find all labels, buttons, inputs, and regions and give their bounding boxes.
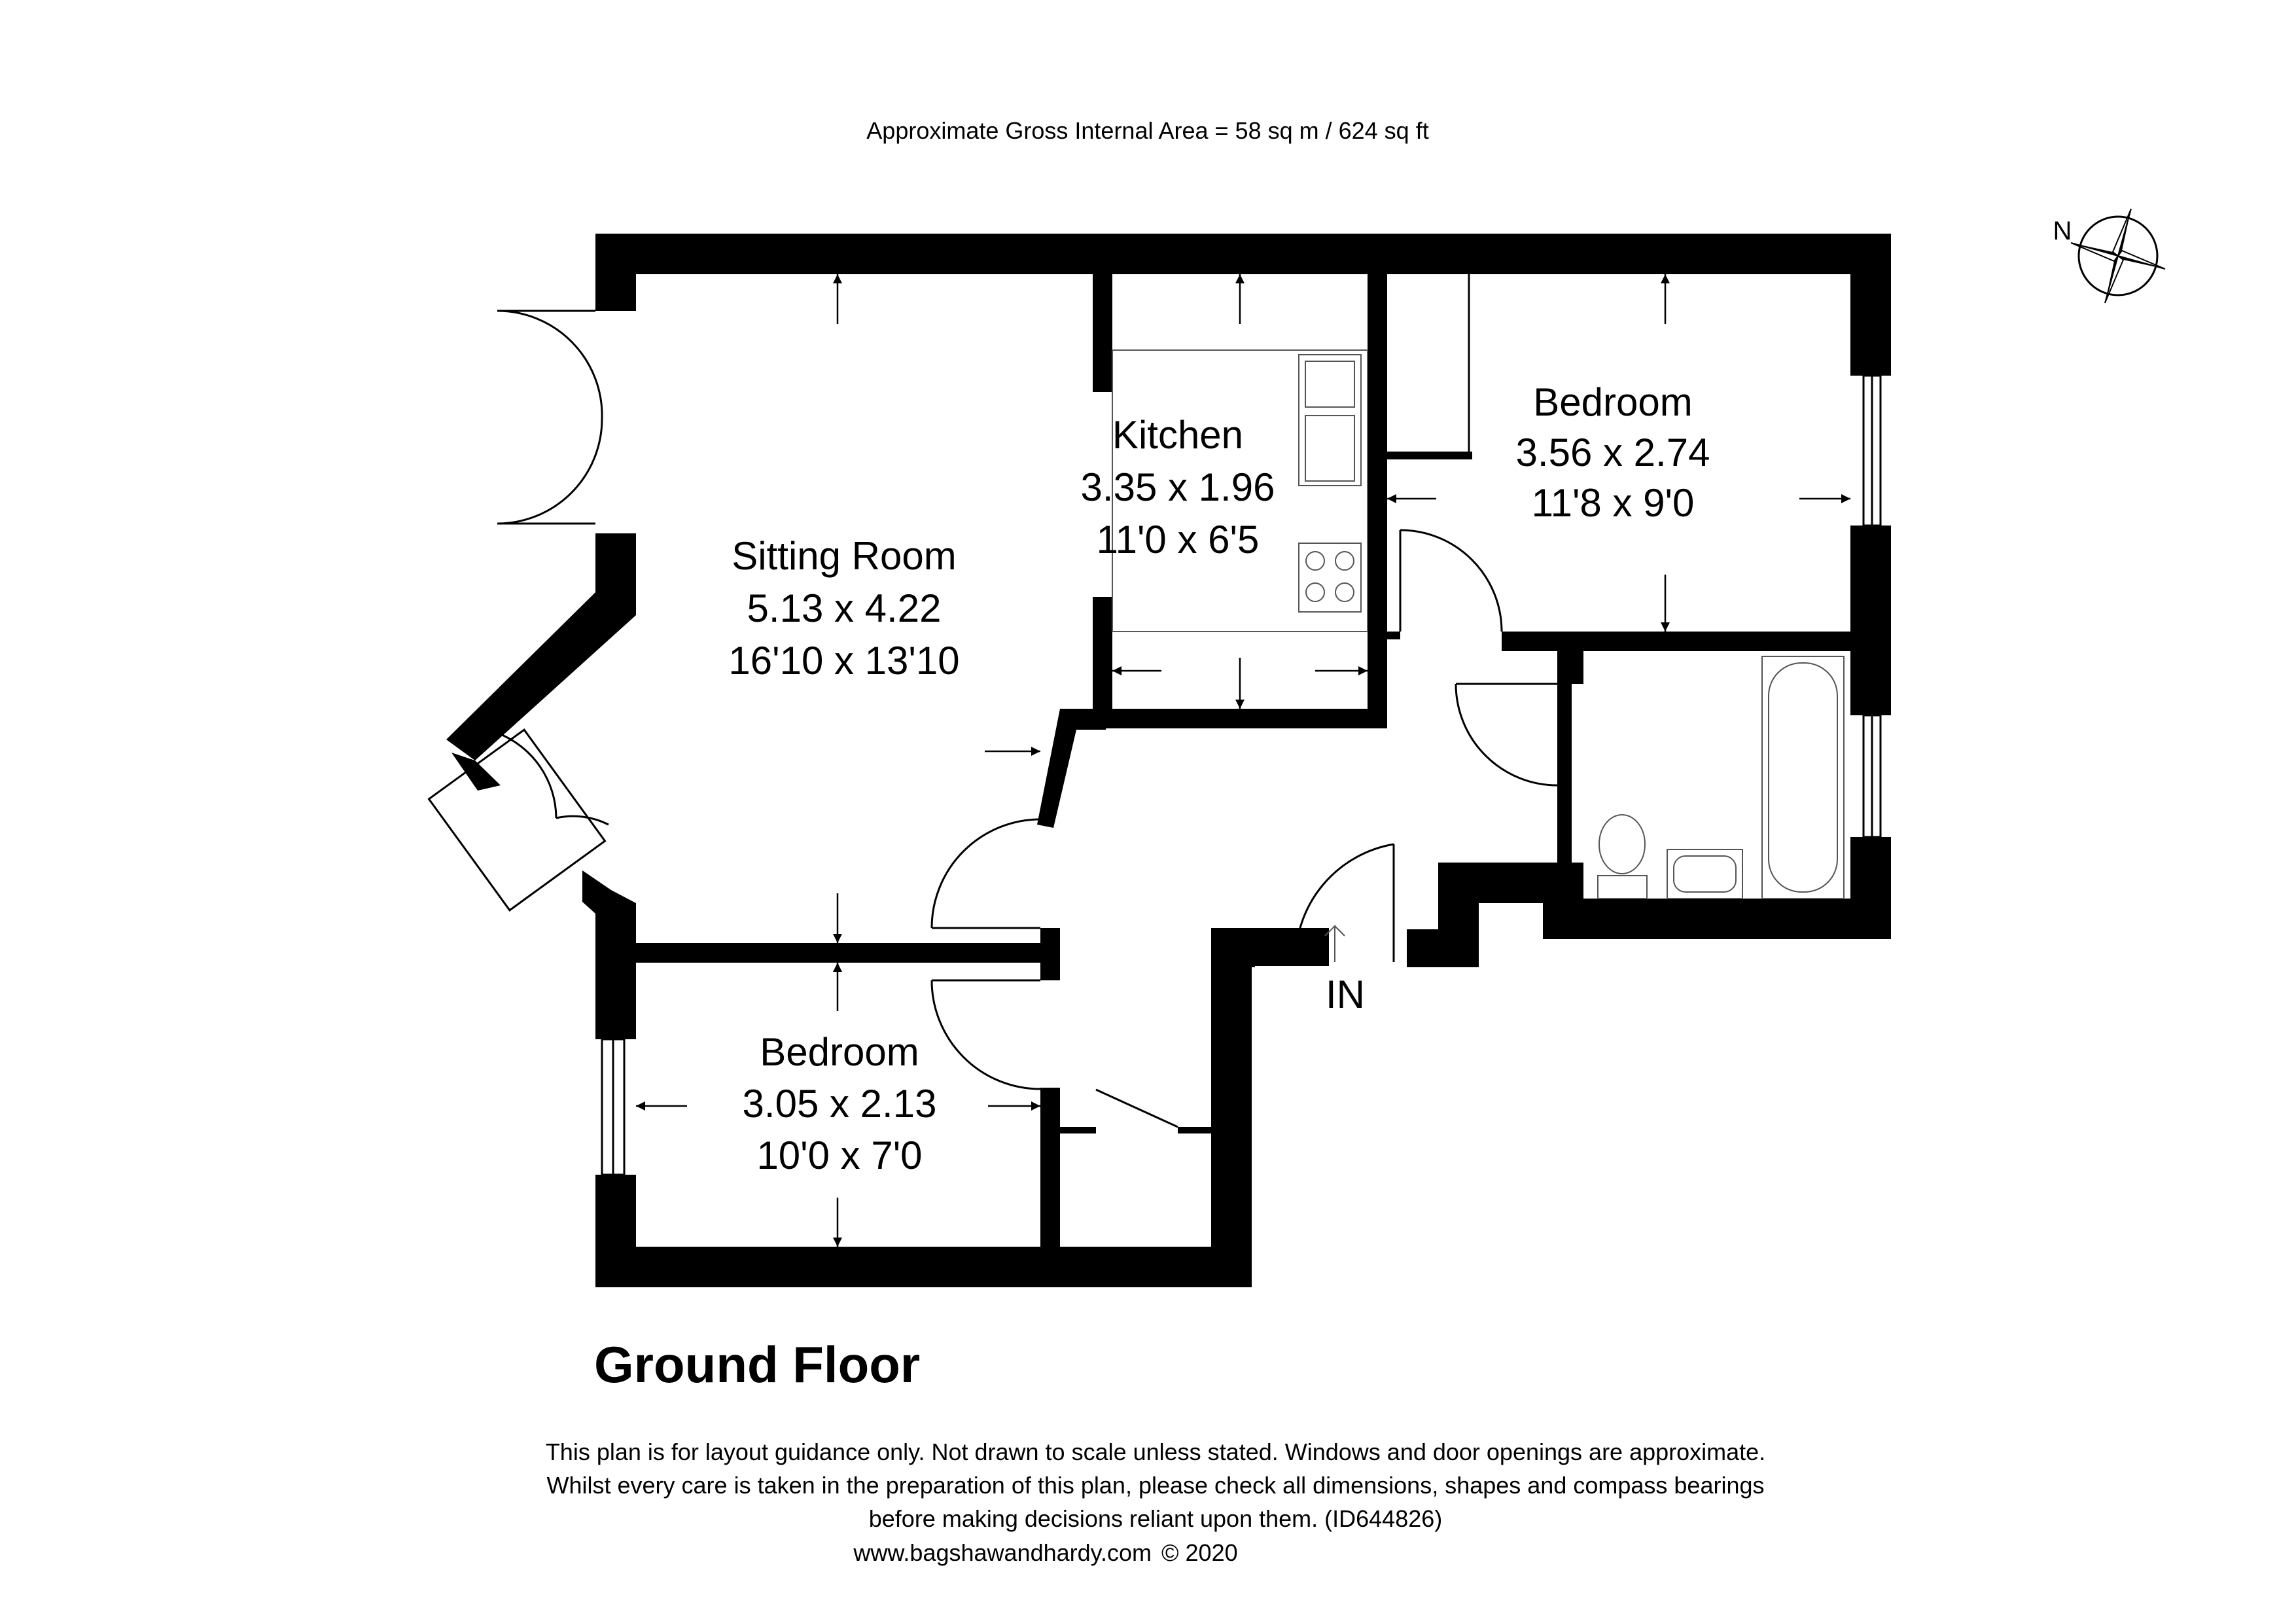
room-label-sitting-room [728,534,959,683]
disclaimer-line-2: Whilst every care is taken in the preparation of this plan, please check all dimensions, shapes and compass bearings [546,1472,1765,1499]
room-name: Kitchen [1112,413,1244,457]
room-metric: 3.56 x 2.74 [1515,431,1710,474]
compass-rose-icon [2071,209,2165,303]
room-label-bedroom-2 [743,1030,937,1177]
entrance-label: IN [1326,972,1365,1016]
room-imperial: 10'0 x 7'0 [756,1133,923,1177]
room-imperial: 16'10 x 13'10 [728,639,960,683]
disclaimer-line-3: before making decisions reliant upon them. (ID644826) [868,1505,1443,1532]
room-metric: 3.35 x 1.96 [1080,465,1275,509]
basin-icon [1667,849,1742,899]
room-imperial: 11'8 x 9'0 [1531,481,1695,525]
gross-area-text: Approximate Gross Internal Area = 58 sq m / 624 sq ft [866,117,1429,144]
compass [2053,209,2165,303]
toilet-icon [1598,876,1647,899]
hob-icon [1299,543,1361,612]
compass-north-label: N [2053,217,2072,245]
bath-icon [1762,656,1844,899]
room-name: Bedroom [1533,380,1693,424]
bathroom-fixtures [1598,656,1844,899]
sink-icon [1299,355,1361,486]
disclaimer [546,1438,1765,1566]
copyright-text: © 2020 [1161,1539,1238,1566]
room-label-kitchen [1081,413,1275,562]
disclaimer-line-1: This plan is for layout guidance only. Not drawn to scale unless stated. Windows and door openings are approximate. [545,1438,1766,1465]
room-name: Bedroom [760,1030,919,1074]
website-link[interactable]: www.bagshawandhardy.com [853,1539,1152,1566]
room-label-bedroom-1 [1516,380,1710,525]
room-metric: 3.05 x 2.13 [742,1082,937,1126]
room-name: Sitting Room [732,534,957,578]
floor-title: Ground Floor [594,1336,921,1393]
room-metric: 5.13 x 4.22 [747,586,942,630]
room-imperial: 11'0 x 6'5 [1096,518,1260,562]
